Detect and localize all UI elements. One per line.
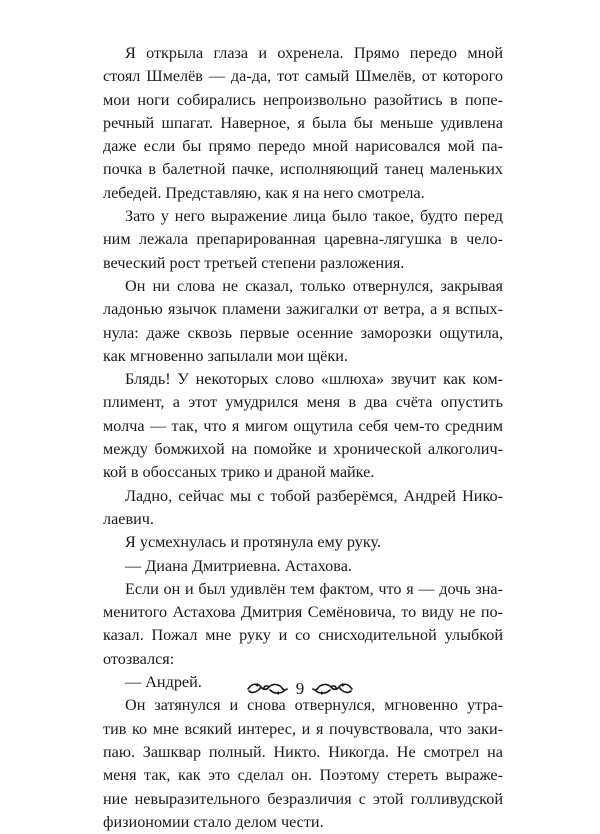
text-line: физиономии стало делом чести. [103, 812, 324, 831]
text-line: Он ни слова не сказал, только отвернулся, закрывая [125, 276, 503, 295]
page-number: 9 [295, 679, 305, 698]
text-line: нула: даже сквозь первые осенние заморозки ощутила, [103, 323, 503, 342]
text-line: тив ко мне всякий интерес, и я почувствовала, что заки- [103, 719, 503, 738]
text-line: кой в обоссаных трико и драной майке. [103, 463, 375, 482]
text-line: казал. Пожал мне руку и со снисходительной улыбкой [103, 626, 503, 645]
text-line: паю. Зашквар полный. Никто. Никогда. Не смотрел на [103, 742, 503, 761]
text-line: Я открыла глаза и охренела. Прямо передо мной [125, 44, 503, 62]
text-line: веческий рост третьей степени разложения. [103, 253, 405, 272]
text-line: менитого Астахова Дмитрия Семёновича, то виду не по- [103, 603, 503, 622]
text-line: ним лежала препарированная царевна-лягушка в чело- [103, 230, 503, 249]
text-line: речный шпагат. Наверное, я была бы меньше удивлена [103, 113, 503, 132]
text-line: мои ноги собирались непроизвольно разойтись в попе- [103, 90, 503, 109]
ornament-right-icon [312, 682, 354, 696]
ornament-left-icon [246, 682, 288, 696]
text-line: молча — так, что я мигом ощутила себя чем-то средним [103, 416, 503, 435]
page-body-text [103, 42, 503, 834]
text-line: как мгновенно запылали мои щёки. [103, 346, 348, 365]
page-footer [0, 676, 600, 702]
text-line: между бомжихой на помойке и хронической алкоголич- [103, 440, 503, 459]
text-line: Если он и был удивлён тем фактом, что я — дочь зна- [125, 579, 503, 598]
text-line: Он затянулся и снова отвернулся, мгновенно утра- [125, 696, 503, 715]
text-line: отозвался: [103, 649, 175, 668]
text-line: лебедей. Представляю, как я на него смотрела. [103, 183, 425, 202]
text-line: меня так, как это сделал он. Поэтому стереть выраже- [103, 766, 503, 785]
text-line: стоял Шмелёв — да-да, тот самый Шмелёв, от которого [103, 67, 503, 86]
text-line: плимент, а этот умудрился меня в два счёта опустить [103, 393, 503, 412]
text-line: ние невыразительного безразличия с этой голливудской [103, 789, 503, 808]
text-line: даже если бы прямо передо мной нарисовался мой па- [103, 137, 503, 156]
text-line: — Андрей. [125, 673, 202, 692]
text-line: — Диана Дмитриевна. Астахова. [125, 556, 352, 575]
text-line: Блядь! У некоторых слово «шлюха» звучит как ком- [125, 370, 503, 389]
text-line: почка в балетной пачке, исполняющий танец маленьких [103, 160, 503, 179]
text-line: Зато у него выражение лица было такое, будто перед [125, 207, 503, 226]
text-line: Ладно, сейчас мы с тобой разберёмся, Андрей Нико- [125, 486, 503, 505]
text-line: ладонью язычок пламени зажигалки от ветра, а я вспых- [103, 300, 503, 319]
text-line: Я усмехнулась и протянула ему руку. [125, 533, 382, 552]
text-line: лаевич. [103, 509, 154, 528]
